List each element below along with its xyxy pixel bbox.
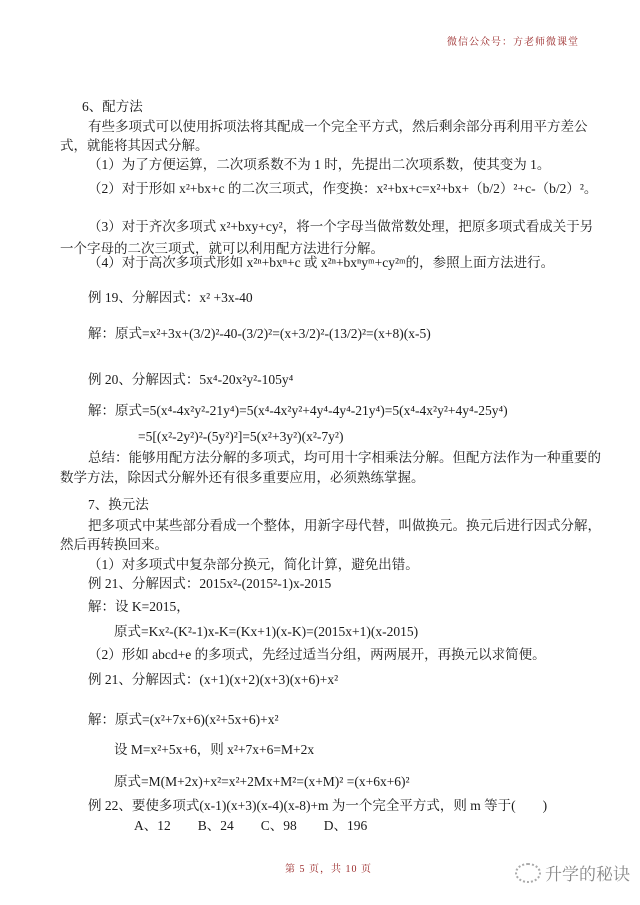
solution-21a-cont: 原式=Kx²-(K²-1)x-K=(Kx+1)(x-K)=(2015x+1)(x-2015) <box>114 624 419 639</box>
example-21a: 例 21、分解因式：2015x²-(2015²-1)x-2015 <box>88 576 332 591</box>
page-footer: 第 5 页，共 10 页 <box>285 864 372 875</box>
solution-20-cont: =5[(x²-2y²)²-(5y²)²]=5(x²+3y²)(x²-7y²) <box>138 429 344 444</box>
example-20: 例 20、分解因式：5x⁴-20x²y²-105y⁴ <box>88 372 294 387</box>
paragraph-line: （3）对于齐次多项式 x²+bxy+cy²，将一个字母当做常数处理，把原多项式看成关于另 <box>88 219 594 234</box>
paragraph-line: 有些多项式可以使用拆项法将其配成一个完全平方式，然后剩余部分再利用平方差公 <box>88 119 588 134</box>
paragraph-line: （4）对于高次多项式形如 x²ⁿ+bxⁿ+c 或 x²ⁿ+bxⁿyᵐ+cy²ᵐ的，参照上面方法进行。 <box>88 255 555 270</box>
solution-19: 解：原式=x²+3x+(3/2)²-40-(3/2)²=(x+3/2)²-(13/2)²=(x+8)(x-5) <box>88 326 431 341</box>
watermark-text: 升学的秘诀 <box>545 865 630 885</box>
solution-21b-cont: 原式=M(M+2x)+x²=x²+2Mx+M²=(x+M)² =(x+6x+6)² <box>114 774 410 789</box>
example-21b: 例 21、分解因式：(x+1)(x+2)(x+3)(x+6)+x² <box>88 672 339 687</box>
watermark <box>515 860 630 885</box>
example-22: 例 22、要使多项式(x-1)(x+3)(x-4)(x-8)+m 为一个完全平方式，则 m 等于( ) <box>88 798 548 813</box>
section-title-6: 6、配方法 <box>82 99 143 114</box>
example-22-options: A、12 B、24 C、98 D、196 <box>134 818 368 833</box>
solution-20: 解：原式=5(x⁴-4x²y²-21y⁴)=5(x⁴-4x²y²+4y⁴-4y⁴-21y⁴)=5(x⁴-4x²y²+4y⁴-25y⁴) <box>88 403 508 418</box>
paragraph-line: 然后再转换回来。 <box>60 537 168 552</box>
section-title-7: 7、换元法 <box>88 497 149 512</box>
example-19: 例 19、分解因式：x² +3x-40 <box>88 290 253 305</box>
paragraph-line: （2）对于形如 x²+bx+c 的二次三项式，作变换：x²+bx+c=x²+bx+（b/2）²+c-（b/2）²。 <box>88 181 598 196</box>
paragraph-line: （2）形如 abcd+e 的多项式，先经过适当分组，两两展开，再换元以求简便。 <box>88 647 546 662</box>
summary-line: 数学方法，除因式分解外还有很多重要应用，必须熟练掌握。 <box>60 470 425 485</box>
paragraph-line: 把多项式中某些部分看成一个整体，用新字母代替，叫做换元。换元后进行因式分解， <box>88 518 601 533</box>
paragraph-line: 一个字母的二次三项式，就可以利用配方法进行分解。 <box>60 241 384 256</box>
paragraph-line: （1）为了方便运算，二次项系数不为 1 时，先提出二次项系数，使其变为 1。 <box>88 157 551 172</box>
paragraph-line: （1）对多项式中复杂部分换元，简化计算，避免出错。 <box>88 557 419 572</box>
solution-21b: 解：原式=(x²+7x+6)(x²+5x+6)+x² <box>88 712 279 727</box>
solution-21a: 解：设 K=2015， <box>88 599 190 614</box>
paragraph-line: 式，就能将其因式分解。 <box>60 138 209 153</box>
wechat-icon <box>515 863 541 883</box>
summary-line: 总结：能够用配方法分解的多项式，均可用十字相乘法分解。但配方法作为一种重要的 <box>88 450 601 465</box>
solution-21b-cont: 设 M=x²+5x+6，则 x²+7x+6=M+2x <box>114 742 315 757</box>
page-header: 微信公众号：方老师微课堂 <box>447 37 579 48</box>
